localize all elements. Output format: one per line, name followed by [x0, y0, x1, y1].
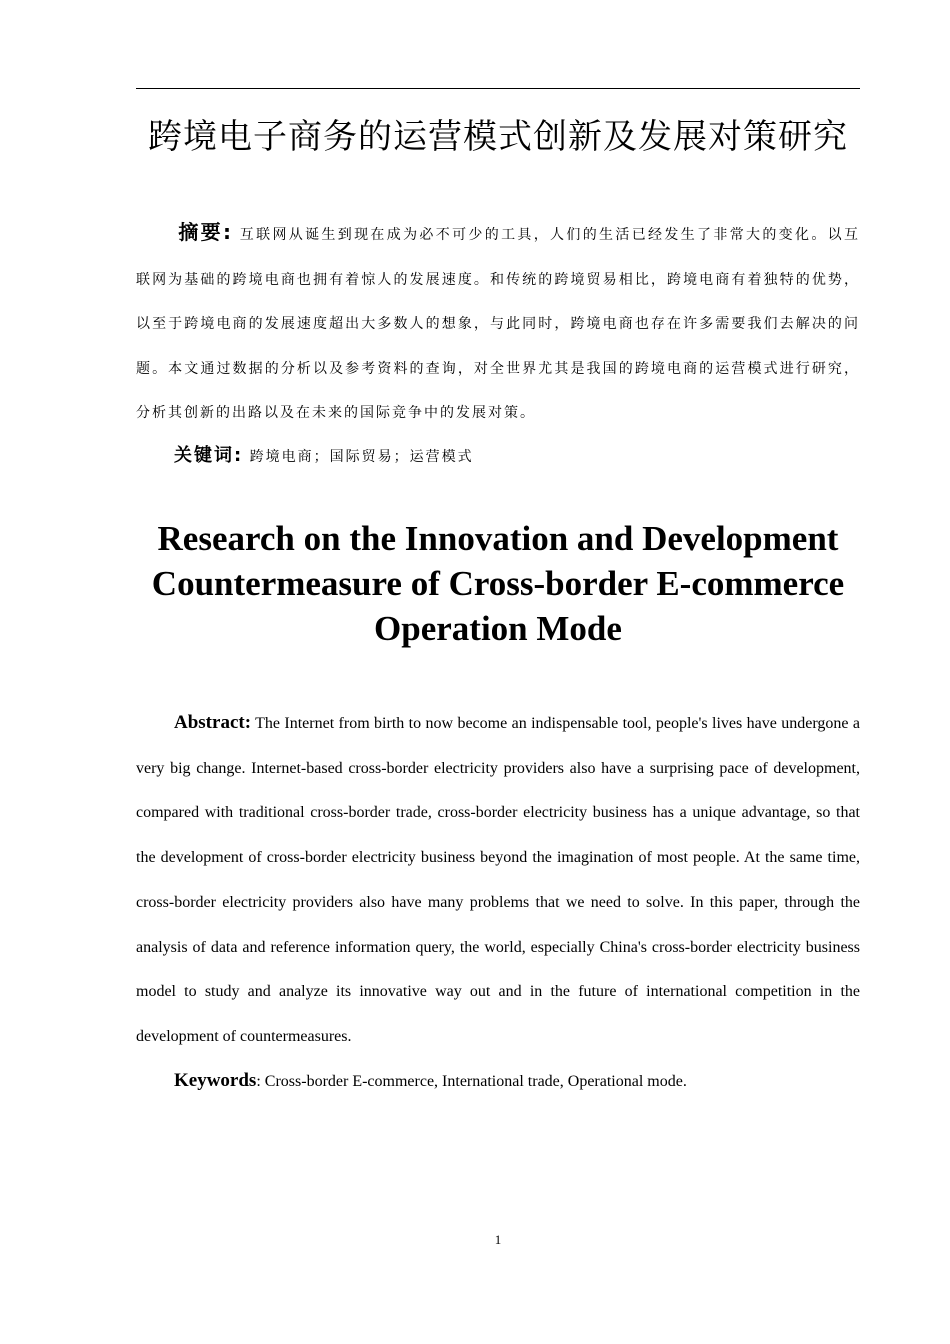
english-title-line-2: Countermeasure of Cross-border E-commerce	[151, 564, 845, 603]
header-rule	[136, 88, 860, 89]
chinese-keywords	[174, 434, 860, 479]
english-keywords	[174, 1059, 860, 1104]
english-abstract-label: Abstract:	[174, 712, 252, 733]
chinese-abstract	[136, 210, 860, 436]
page-number: 1	[494, 1232, 502, 1247]
chinese-abstract-label: 摘要:	[178, 220, 233, 244]
english-keywords-label: Keywords	[174, 1070, 257, 1091]
chinese-keywords-label: 关键词:	[174, 445, 244, 466]
english-keywords-text: Cross-border E-commerce, International trade, Operational mode.	[264, 1073, 687, 1090]
chinese-abstract-text: 互联网从诞生到现在成为必不可少的工具，人们的生活已经发生了非常大的变化。以互联网为基础的跨境电商也拥有着惊人的发展速度。和传统的跨境贸易相比，跨境电商有着独特的优势，以至于跨境电商的发展速度超出大多数人的想象，与此同时，跨境电商也存在许多需要我们去解决的问题。本文通过数据的分析以及参考资料的查询，对全世界尤其是我国的跨境电商的运营模式进行研究，分析其创新的出路以及在未来的国际竞争中的发展对策。	[136, 227, 861, 421]
english-abstract	[136, 701, 860, 1060]
english-title-line-1: Research on the Innovation and Development	[157, 519, 839, 558]
english-keywords-separator: :	[256, 1073, 265, 1090]
chinese-keywords-text: 跨境电商；国际贸易；运营模式	[249, 449, 474, 465]
english-abstract-text: The Internet from birth to now become an indispensable tool, people's lives have undergone a very big change. Internet-based cross-border electricity providers also have a surprising pace of development, compared with traditional cross-border trade, cross-border electricity business has a unique advantage, so that the development of cross-border electricity business beyond the imagination of most people. At the same time, cross-border electricity providers also have many problems that we need to solve. In this paper, through the analysis of data and reference information query, the world, especially China's cross-border electricity business model to study and analyze its innovative way out and in the future of international competition in the development of countermeasures.	[136, 715, 860, 1045]
english-title	[136, 516, 860, 651]
chinese-title: 跨境电子商务的运营模式创新及发展对策研究	[148, 117, 848, 157]
english-title-line-3: Operation Mode	[374, 609, 622, 648]
